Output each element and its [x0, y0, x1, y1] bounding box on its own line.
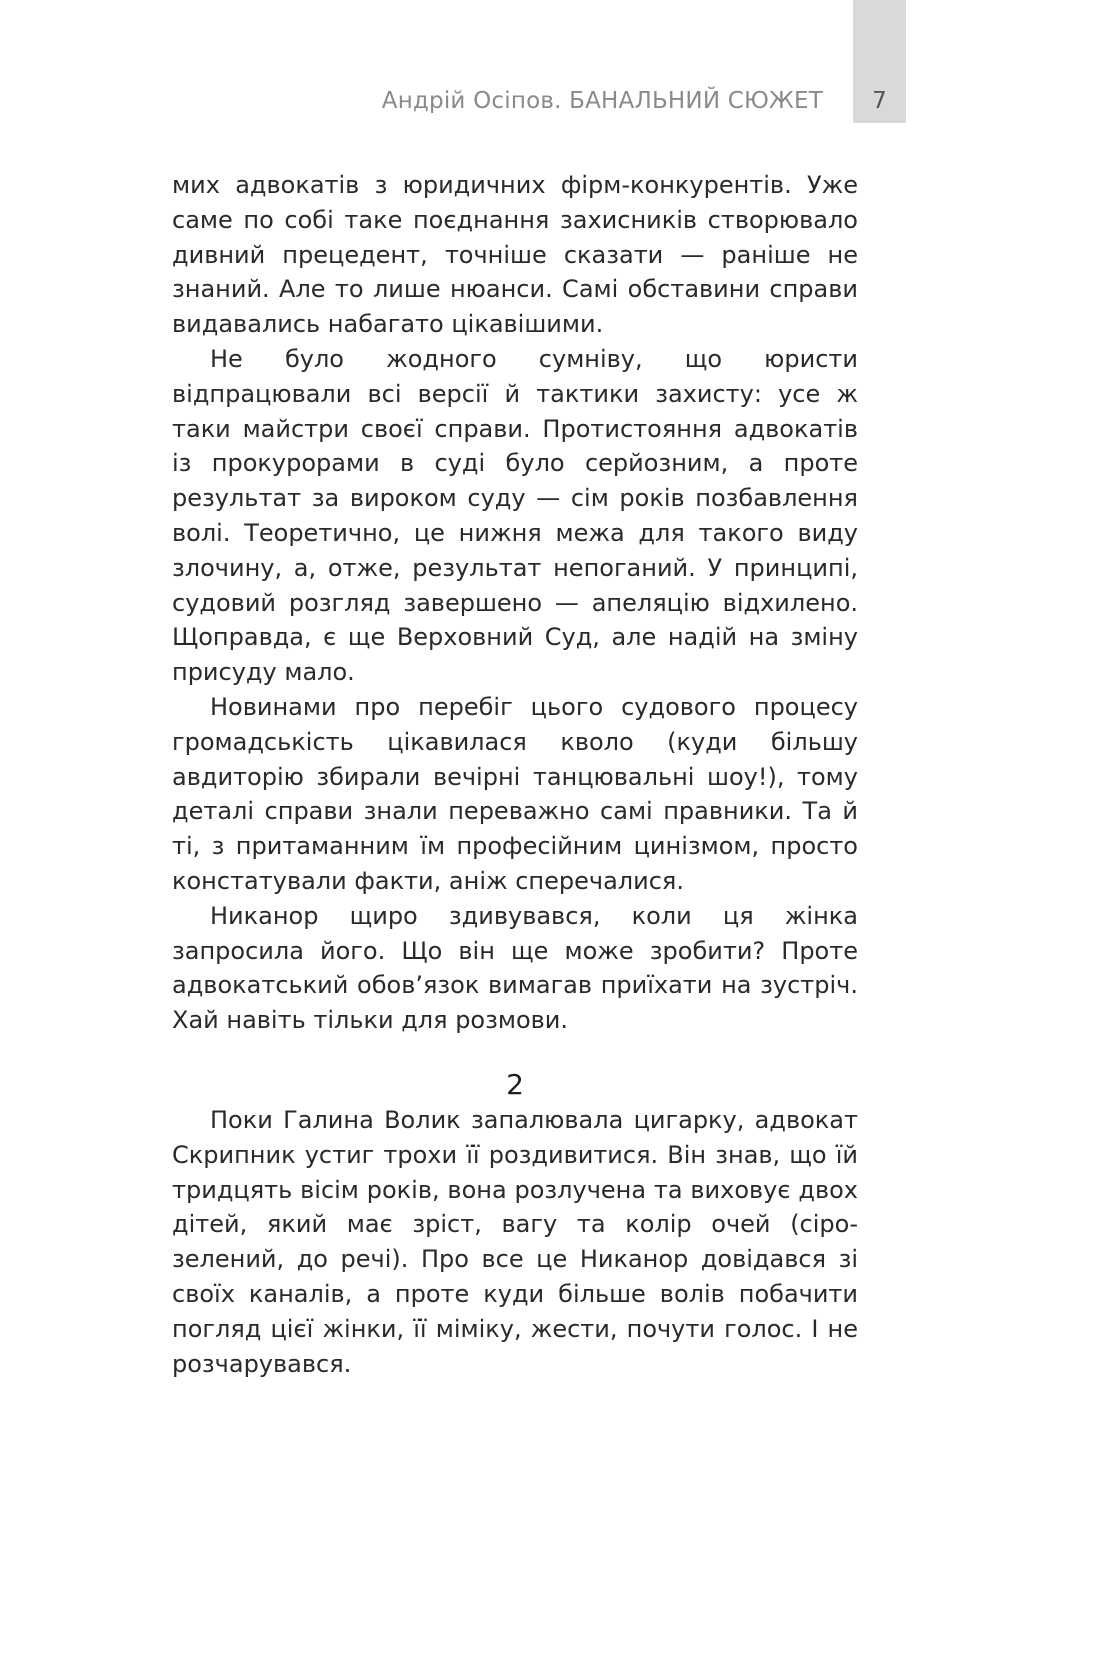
paragraph: Никанор щиро здивувався, коли ця жінка запросила його. Що він ще може зробити? Проте адвокатський обов’язок вимагав приїхати на зустріч. Хай навіть тільки для розмови.: [172, 901, 858, 1035]
paragraph: Новинами про перебіг цього судового процесу громадськість цікавилася кволо (куди більшу авдиторію збирали вечірні танцювальні шоу!), тому деталі справи знали переважно самі правники. Та й ті, з притаманним їм професійним цинізмом, просто констатували факти, аніж сперечалися.: [172, 692, 858, 895]
running-header-title: Андрій Осіпов. БАНАЛЬНИЙ СЮЖЕТ: [381, 88, 823, 114]
paragraph-continued: мих адвокатів з юридичних фірм-конкурентів. Уже саме по собі таке поєднання захисників створювало дивний прецедент, точніше сказати — раніше не знаний. Але то лише нюанси. Самі обставини справи видавались набагато цікавішими.: [172, 171, 858, 339]
body-text-before-chapter: [172, 168, 858, 1038]
paragraph: Поки Галина Волик запалювала цигарку, адвокат Скрипник устиг трохи її роздивитися. Він знав, що їй тридцять вісім років, вона розлучена та виховує двох дітей, який має зріст, вагу та колір очей (сіро-зелений, до речі). Про все це Никанор довідався зі своїх каналів, а проте куди більше волів побачити погляд цієї жінки, її міміку, жести, почути голос. І не розчарувався.: [172, 1106, 858, 1378]
body-text-chapter-2: [172, 1103, 858, 1381]
chapter-number: 2: [506, 1068, 524, 1101]
page-number: 7: [872, 88, 887, 114]
paragraph: Не було жодного сумніву, що юристи відпрацювали всі версії й тактики захисту: усе ж таки майстри своєї справи. Протистояння адвокатів із прокурорами в суді було серйозним, а проте результат за вироком суду — сім років позбавлення волі. Теоретично, це нижня межа для такого виду злочину, а, отже, результат непоганий. У принципі, судовий розгляд завершено — апеляцію відхилено. Щоправда, є ще Верховний Суд, але надій на зміну присуду мало.: [172, 344, 858, 687]
